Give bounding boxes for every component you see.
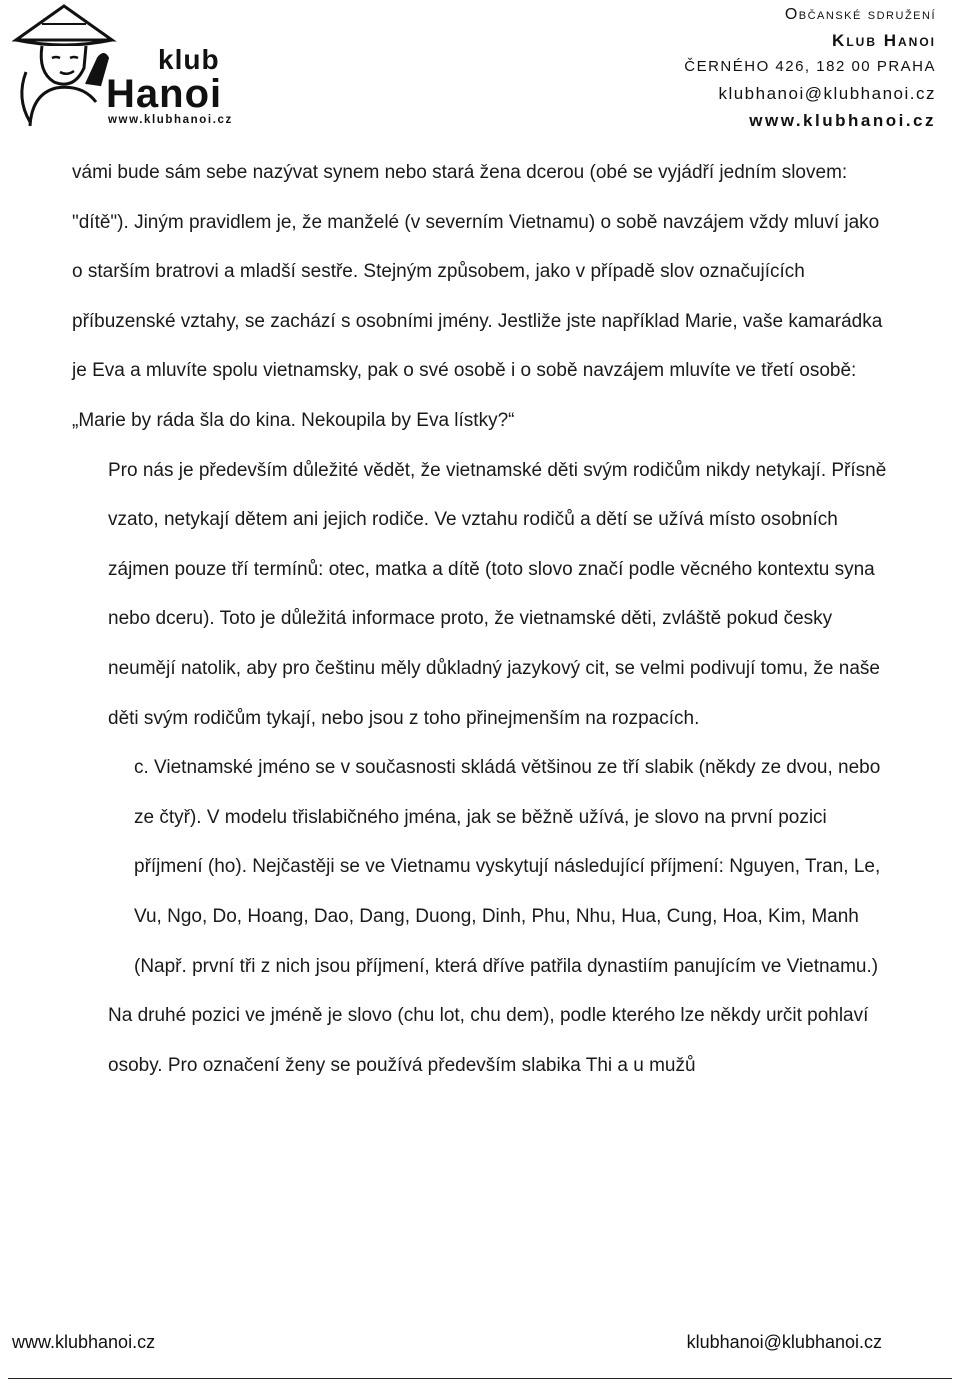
klub-hanoi-logo [12, 2, 233, 127]
paragraph: Pro nás je především důležité vědět, že vietnamské děti svým rodičům nikdy netykají. Přísně vzato, netykají dětem ani jejich rodiče. Ve vztahu rodičů a dětí se užívá místo osobních zájmen pouze tří termínů: otec, matka a dítě (toto slovo značí podle věcného kontextu syna nebo dceru). Toto je důležitá informace proto, že vietnamské děti, zvláště pokud česky neumějí natolik, aby pro češtinu měly důkladný jazykový cit, se velmi podivují tomu, že naše děti svým rodičům tykají, nebo jsou z toho přinejmenším na rozpacích. [108, 459, 892, 729]
org-name: Klub Hanoi [832, 31, 936, 50]
footer-website[interactable]: www.klubhanoi.cz [12, 1332, 156, 1352]
org-address: ČERNÉHO 426, 182 00 PRAHA [684, 58, 936, 75]
paragraph: Na druhé pozici ve jméně je slovo (chu lot, chu dem), podle kterého lze někdy určit pohlaví osoby. Pro označení ženy se používá především slabika Thi a u mužů [108, 1005, 874, 1076]
org-email[interactable]: klubhanoi@klubhanoi.cz [718, 84, 936, 103]
footer-email[interactable]: klubhanoi@klubhanoi.cz [686, 1332, 882, 1352]
org-type: Občanské sdružení [784, 6, 936, 23]
document-body [72, 148, 892, 1090]
organization-info [684, 2, 936, 134]
page-footer [0, 1320, 960, 1387]
logo-word-hanoi: Hanoi [106, 72, 223, 116]
footer-divider [8, 1378, 952, 1379]
logo-word-klub: klub [158, 44, 220, 75]
logo-url: www.klubhanoi.cz [108, 114, 233, 126]
paragraph: c. Vietnamské jméno se v současnosti skládá většinou ze tří slabik (někdy ze dvou, nebo ze čtyř). V modelu třislabičného jména, jak se běžně užívá, je slovo na první pozici příjmení (ho). Nejčastěji se ve Vietnamu vyskytují následující příjmení: Nguyen, Tran, Le, Vu, Ngo, Do, Hoang, Dao, Dang, Duong, Dinh, Phu, Nhu, Hua, Cung, Hoa, Kim, Manh (Např. první tři z nich jsou příjmení, která dříve patřila dynastiím panujícím ve Vietnamu.) [134, 757, 886, 977]
page-header [0, 0, 960, 130]
paragraph: vámi bude sám sebe nazývat synem nebo stará žena dcerou (obé se vyjádří jedním slovem: "dítě"). Jiným pravidlem je, že manželé (v severním Vietnamu) o sobě navzájem vždy mluví jako o starším bratrovi a mladší sestře. Stejným způsobem, jako v případě slov označujících příbuzenské vztahy, se zachází s osobními jmény. Jestliže jste například Marie, vaše kamarádka je Eva a mluvíte spolu vietnamsky, pak o své osobě i o sobě navzájem mluvíte ve třetí osobě: „Marie by ráda šla do kina. Nekoupila by Eva lístky?“ [72, 162, 888, 431]
org-website[interactable]: www.klubhanoi.cz [749, 111, 936, 130]
